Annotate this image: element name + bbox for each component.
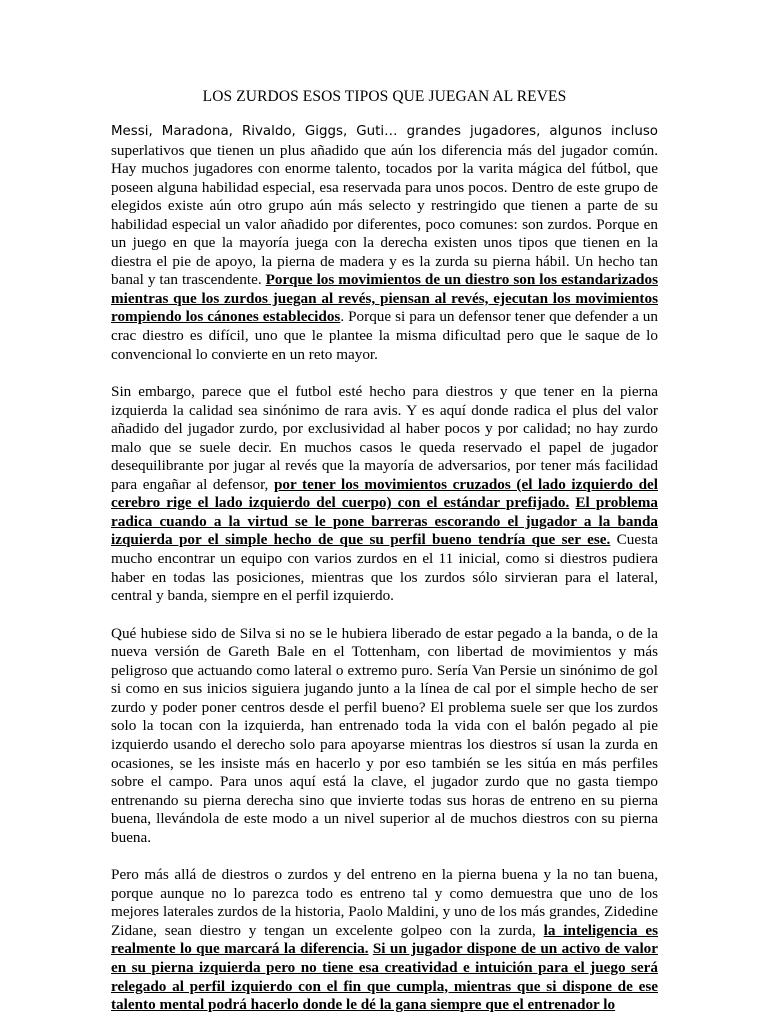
paragraph-2-highlight-2: El problema radica cuando a la virtud se le pone barreras escorando el jugador a la banda izquierda por el simple hecho de que su perfil bueno tendría que ser ese. — [111, 494, 658, 549]
paragraph-4-highlight-2: Si un jugador dispone de un activo de valor en su pierna izquierda pero no tiene esa creatividad e intuición para el juego será relegado al perfil izquierdo con el fin que cumpla, mientras que si dispone de ese talento mental podrá hacerlo donde le dé la gana siempre que el entrenador lo — [111, 940, 658, 1014]
paragraph-4 — [111, 866, 658, 1014]
document-title: LOS ZURDOS ESOS TIPOS QUE JUEGAN AL REVES — [202, 88, 567, 105]
paragraph-4-text-1: Pero más allá de diestros o zurdos y del entreno en la pierna buena y la no tan buena, porque aunque no lo parezca todo es entreno tal y como demuestra que uno de los mejores laterales zurdos de la historia, Paolo Maldini, y uno de los más grandes, Zidedine Zidane, sean diestro y tengan un excelente golpeo con la zurda, — [111, 866, 658, 939]
paragraph-2-highlight-1: por tener los movimientos cruzados (el lado izquierdo del cerebro rige el lado izquierdo del cuerpo) con el estándar prefijado. — [111, 475, 658, 512]
paragraph-2-text-1: Sin embargo, parece que el futbol esté hecho para diestros y que tener en la pierna izquierda la calidad sea sinónimo de rara avis. Y es aquí donde radica el plus del valor añadido del jugador zurdo, por exclusividad al haber pocos y por calidad; no hay zurdo malo que se suele decir. En muchos casos le queda reservado el papel de jugador desequilibrante por jugar al revés que la mayoría de adversarios, por tener más facilidad para engañar al defensor, — [111, 383, 658, 493]
paragraph-1-lead: Messi, Maradona, Rivaldo, Giggs, Guti… grandes jugadores, algunos incluso — [111, 124, 658, 139]
paragraph-3 — [111, 625, 658, 848]
paragraph-1-text-2: . Porque si para un defensor tener que defender a un crac diestro es difícil, uno que le plantee la misma dificultad pero que le saque de lo convencional lo convierte en un reto mayor. — [111, 308, 658, 363]
paragraph-2 — [111, 383, 658, 606]
document-body — [111, 88, 658, 1034]
paragraph-1-highlight-1: Porque los movimientos de un diestro son los estandarizados mientras que los zurdos juegan al revés, piensan al revés, ejecutan los movimientos rompiendo los cánones establecidos — [111, 271, 658, 326]
paragraph-4-highlight-1: la inteligencia es realmente lo que marcará la diferencia. — [111, 921, 658, 958]
paragraph-2-text-3: Cuesta mucho encontrar un equipo con varios zurdos en el 11 inicial, como si diestros pudiera haber en todas las posiciones, mientras que los zurdos sólo sirvieran para el lateral, central y banda, siempre en el perfil izquierdo. — [111, 531, 659, 605]
paragraph-1 — [111, 122, 658, 364]
paragraph-3-text-1: Qué hubiese sido de Silva si no se le hubiera liberado de estar pegado a la banda, o de la nueva versión de Gareth Bale en el Tottenham, con libertad de movimientos y más peligroso que actuando como lateral o extremo puro. Sería Van Persie un sinónimo de gol si como en sus inicios siguiera jugando junto a la línea de cal por el simple hecho de ser zurdo y poder poner centros desde el perfil bueno? El problema suele ser que los zurdos solo la tocan con la izquierda, han entrenado toda la vida con el balón pegado al pie izquierdo usando el derecho solo para apoyarse mientras los diestros sí usan la zurda en ocasiones, se les insiste más en hacerlo y por eso también se les sitúa en más perfiles sobre el campo. Para unos aquí está la clave, el jugador zurdo que no gasta tiempo entrenando su pierna derecha sino que invierte todas sus horas de entreno en su pierna buena, llevándola de este modo a un nivel superior al de muchos diestros con su pierna buena. — [111, 624, 658, 846]
paragraph-1-text-1: superlativos que tienen un plus añadido que aún los diferencia más del jugador común. Hay muchos jugadores con enorme talento, tocados por la varita mágica del fútbol, que poseen alguna habilidad especial, esa reservada para unos pocos. Dentro de este grupo de elegidos existe aún otro grupo aún más selecto y restringido que tienen a parte de su habilidad especial un valor añadido por diferentes, poco comunes: son zurdos. Porque en un juego en que la mayoría juega con la derecha existen unos tipos que tienen en la diestra el pie de apoyo, la pierna de madera y es la zurda su pierna hábil. Un hecho tan banal y tan trascendente. — [111, 141, 658, 289]
